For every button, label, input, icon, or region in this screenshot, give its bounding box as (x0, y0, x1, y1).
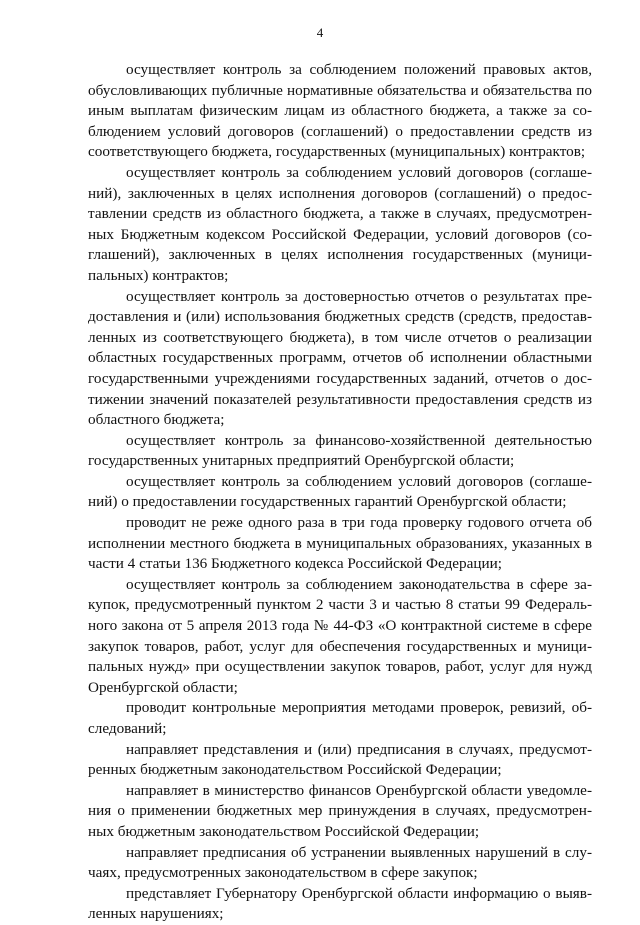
paragraph: осуществляет контроль за достоверностью отчетов о результатах предоставления и (или) использования бюджетных средств (средств, предоставленных из соответствующего бюджета), в том числе отчетов о реализации областных государственных программ, отчетов об исполнении областными государственными учреждениями государственных заданий, отчетов о достижении значений показателей результативности предоставления средств из областного бюджета; (88, 287, 592, 429)
paragraph: осуществляет контроль за соблюдением условий договоров (соглашений) о предоставлении государственных гарантий Оренбургской области; (88, 472, 592, 511)
paragraph: представляет Губернатору Оренбургской области информацию о выявленных нарушениях; (88, 884, 592, 923)
paragraph: направляет в министерство финансов Оренбургской области уведомления о применении бюджетных мер принуждения в случаях, предусмотренных бюджетным законодательством Российской Федерации; (88, 781, 592, 840)
paragraph: направляет представления и (или) предписания в случаях, предусмотренных бюджетным законодательством Российской Федерации; (88, 740, 592, 779)
paragraph: осуществляет контроль за соблюдением положений правовых актов, обусловливающих публичные нормативные обязательства и обязательства по иным выплатам физическим лицам из областного бюджета, а также за соблюдением условий договоров (соглашений) о предоставлении средств из соответствующего бюджета, государственных (муниципальных) контрактов; (88, 61, 592, 161)
paragraph: направляет предписания об устранении выявленных нарушений в случаях, предусмотренных законодательством в сфере закупок; (88, 843, 592, 882)
page-number: 4 (316, 25, 324, 40)
paragraph: проводит контрольные мероприятия методами проверок, ревизий, обследований; (88, 699, 592, 737)
paragraph: осуществляет контроль за соблюдением условий договоров (соглашений), заключенных в целях исполнения договоров (соглашений) о предоставлении средств из областного бюджета, а также в случаях, предусмотренных Бюджетным кодексом Российской Федерации, условий договоров (соглашений), заключенных в целях исполнения государственных (муниципальных) контрактов; (88, 163, 592, 284)
document-body (88, 60, 592, 925)
paragraph: осуществляет контроль за финансово-хозяйственной деятельностью государственных унитарных предприятий Оренбургской области; (88, 431, 592, 470)
paragraph: осуществляет контроль за соблюдением законодательства в сфере закупок, предусмотренный пунктом 2 части 3 и частью 8 статьи 99 Федерального закона от 5 апреля 2013 года № 44-ФЗ «О контрактной системе в сфере закупок товаров, работ, услуг для обеспечения государственных и муниципальных нужд» при осуществлении закупок товаров, работ, услуг для нужд Оренбургской области; (88, 575, 592, 696)
paragraph: проводит не реже одного раза в три года проверку годового отчета об исполнении местного бюджета в муниципальных образованиях, указанных в части 4 статьи 136 Бюджетного кодекса Российской Федерации; (88, 514, 592, 573)
